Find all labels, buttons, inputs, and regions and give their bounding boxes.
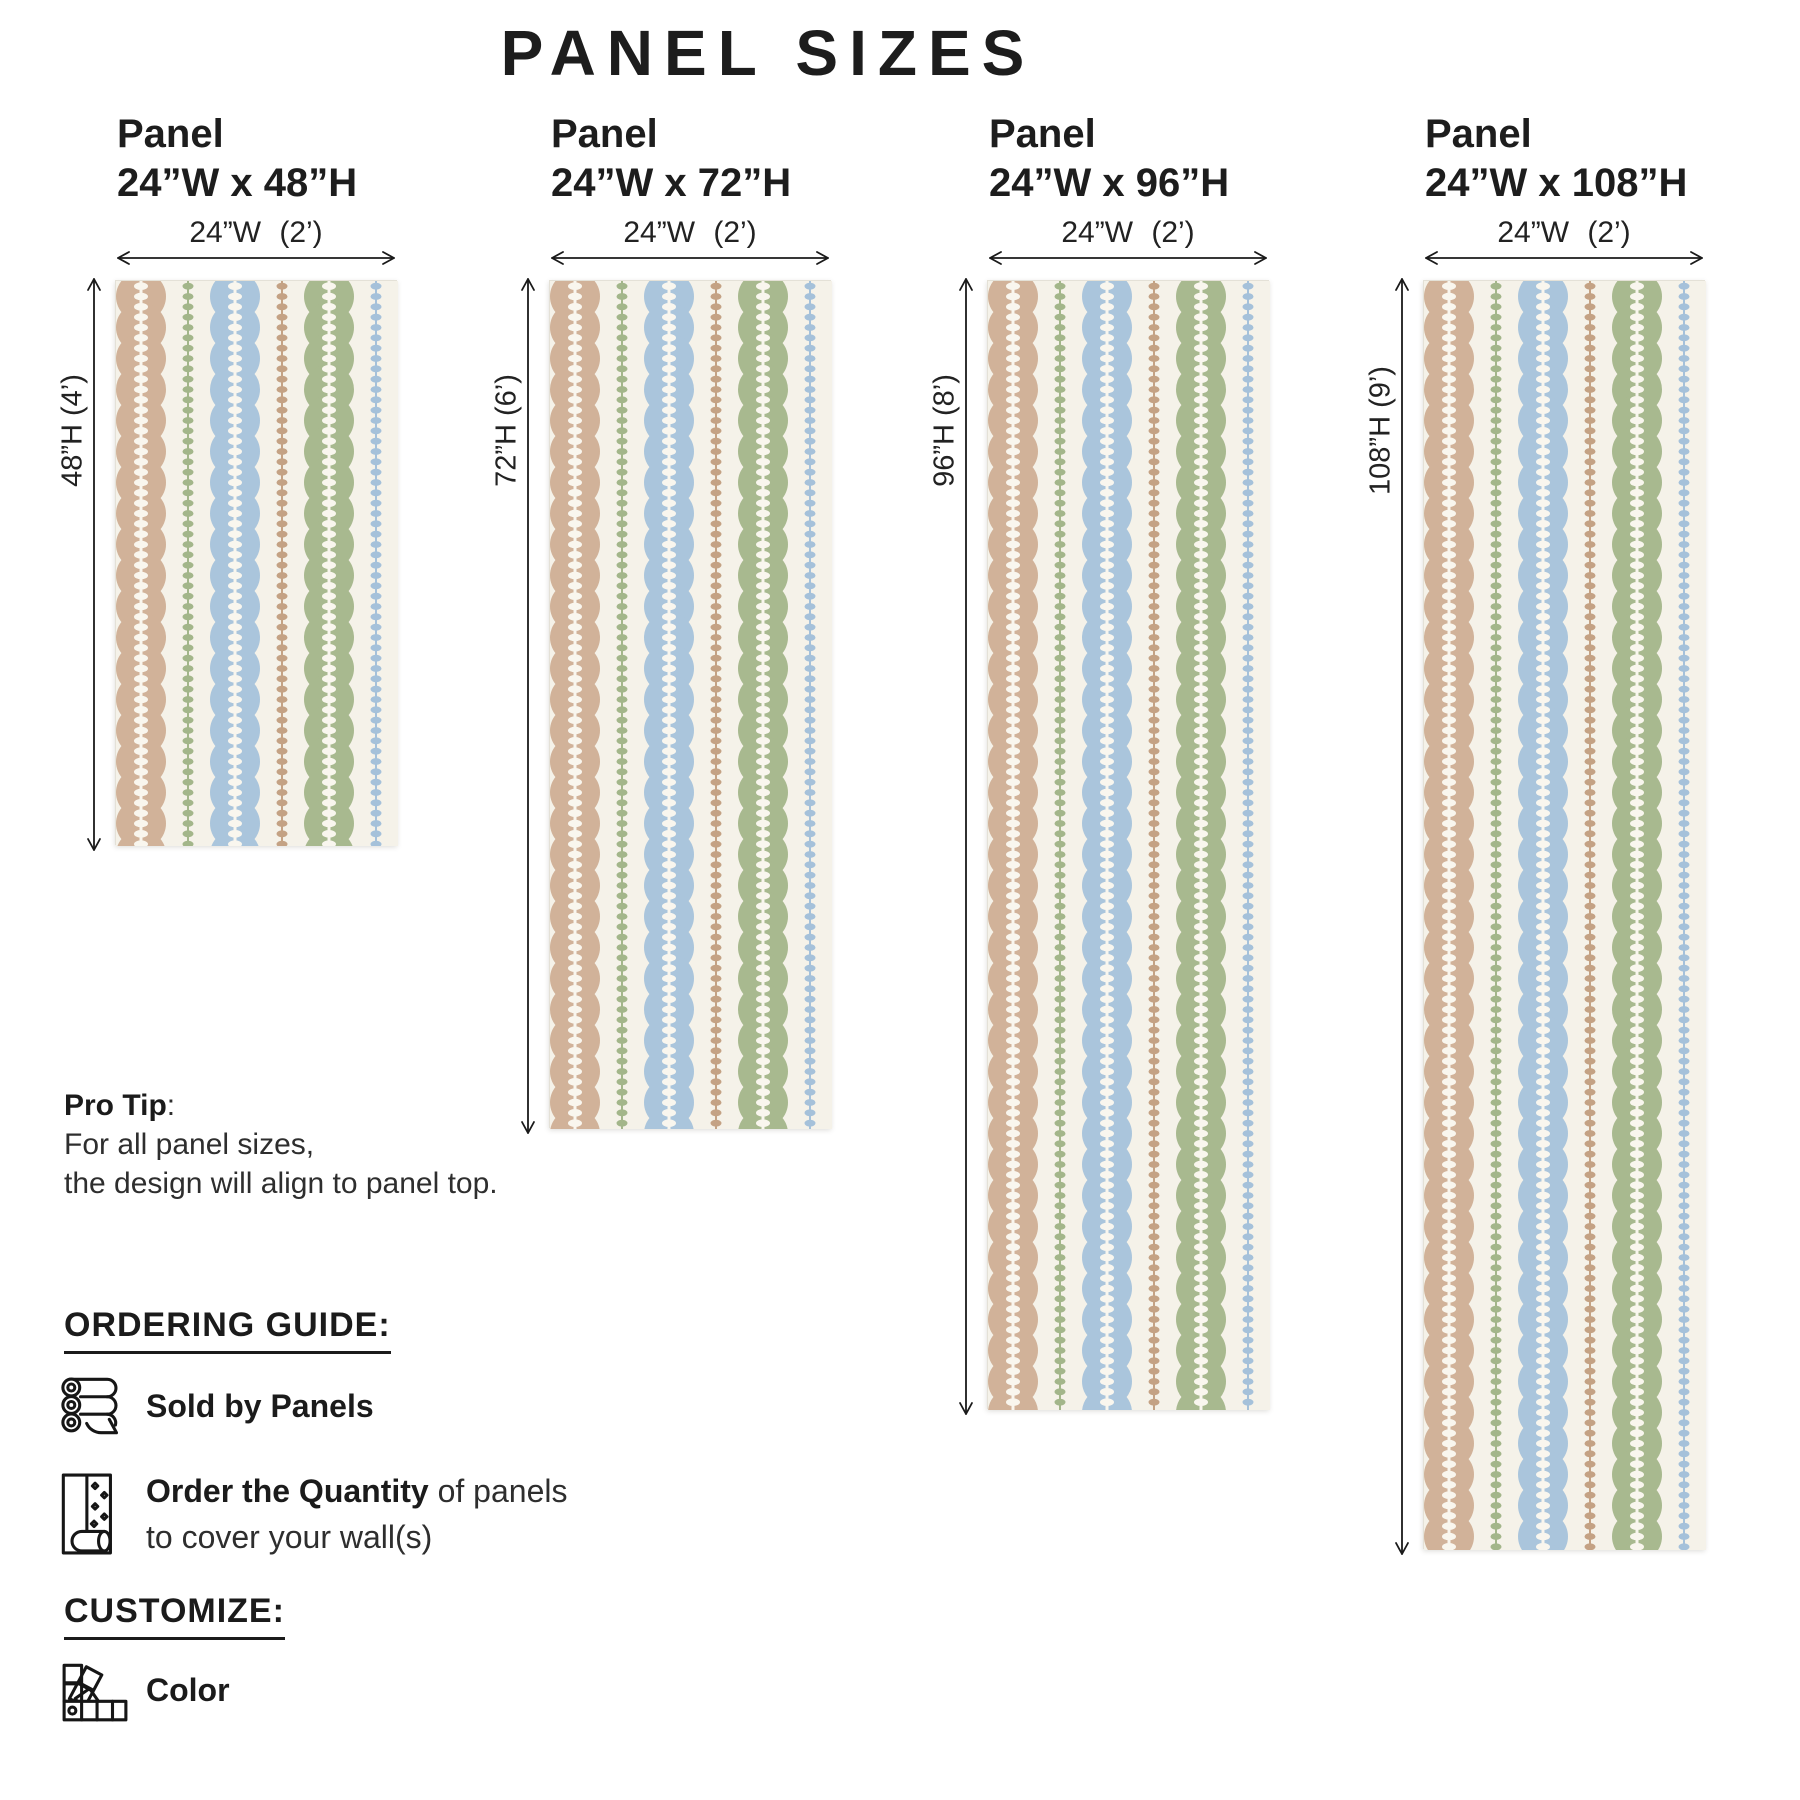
wallpaper-roll-icon: [60, 1472, 146, 1556]
panel-width-label: 24”W (2’): [189, 216, 323, 249]
guide-item-text: Sold by Panels: [146, 1388, 374, 1424]
customize-item-text: Color: [146, 1672, 230, 1708]
panel-swatch: [1423, 280, 1705, 1549]
panel-width-label: 24”W (2’): [1497, 216, 1631, 249]
panel-height-label: 108”H (9’): [1364, 366, 1397, 495]
panel-height-label: 48”H (4’): [56, 374, 89, 487]
pro-tip-label: Pro Tip: [64, 1089, 167, 1122]
pro-tip-line2: the design will align to panel top.: [64, 1167, 498, 1200]
pro-tip: [64, 1086, 498, 1203]
customize-heading: CUSTOMIZE:: [64, 1592, 285, 1640]
ordering-guide-heading: ORDERING GUIDE:: [64, 1306, 391, 1354]
customize-item-color: [60, 1656, 230, 1724]
wallpaper-pattern: [1424, 281, 1706, 1550]
panel-header-name: Panel: [551, 112, 658, 156]
guide-item-order-quantity: [60, 1468, 567, 1560]
color-swatches-icon: [60, 1656, 146, 1724]
panel-header: [551, 110, 791, 208]
guide-item-sold-by-panels: [60, 1376, 374, 1436]
wallpaper-pattern: [550, 281, 832, 1129]
panel-height-label: 96”H (8’): [928, 374, 961, 487]
panel-header: [117, 110, 357, 208]
rolls-icon: [60, 1376, 146, 1436]
wallpaper-pattern: [988, 281, 1270, 1410]
width-arrow: [549, 249, 831, 267]
guide-item-text: Order the Quantity of panels to cover your wall(s): [146, 1473, 568, 1555]
panel-width-label: 24”W (2’): [1061, 216, 1195, 249]
panel-header-size: 24”W x 96”H: [989, 161, 1230, 205]
panel-swatch: [549, 280, 831, 1128]
panel-swatch: [115, 280, 397, 845]
page-title: PANEL SIZES: [500, 17, 1036, 89]
width-arrow: [115, 249, 397, 267]
panel-width-label: 24”W (2’): [623, 216, 757, 249]
panel-height-label: 72”H (6’): [490, 374, 523, 487]
width-arrow: [987, 249, 1269, 267]
panel-header-size: 24”W x 108”H: [1425, 161, 1688, 205]
panel-header-name: Panel: [117, 112, 224, 156]
panel-header-size: 24”W x 72”H: [551, 161, 792, 205]
panel-header-name: Panel: [1425, 112, 1532, 156]
wallpaper-pattern: [116, 281, 398, 846]
panel-header-name: Panel: [989, 112, 1096, 156]
panel-header-size: 24”W x 48”H: [117, 161, 358, 205]
pro-tip-heading: Pro Tip:: [64, 1089, 176, 1122]
panel-header: [989, 110, 1229, 208]
width-arrow: [1423, 249, 1705, 267]
panel-swatch: [987, 280, 1269, 1409]
pro-tip-line1: For all panel sizes,: [64, 1128, 315, 1161]
panel-header: [1425, 110, 1687, 208]
